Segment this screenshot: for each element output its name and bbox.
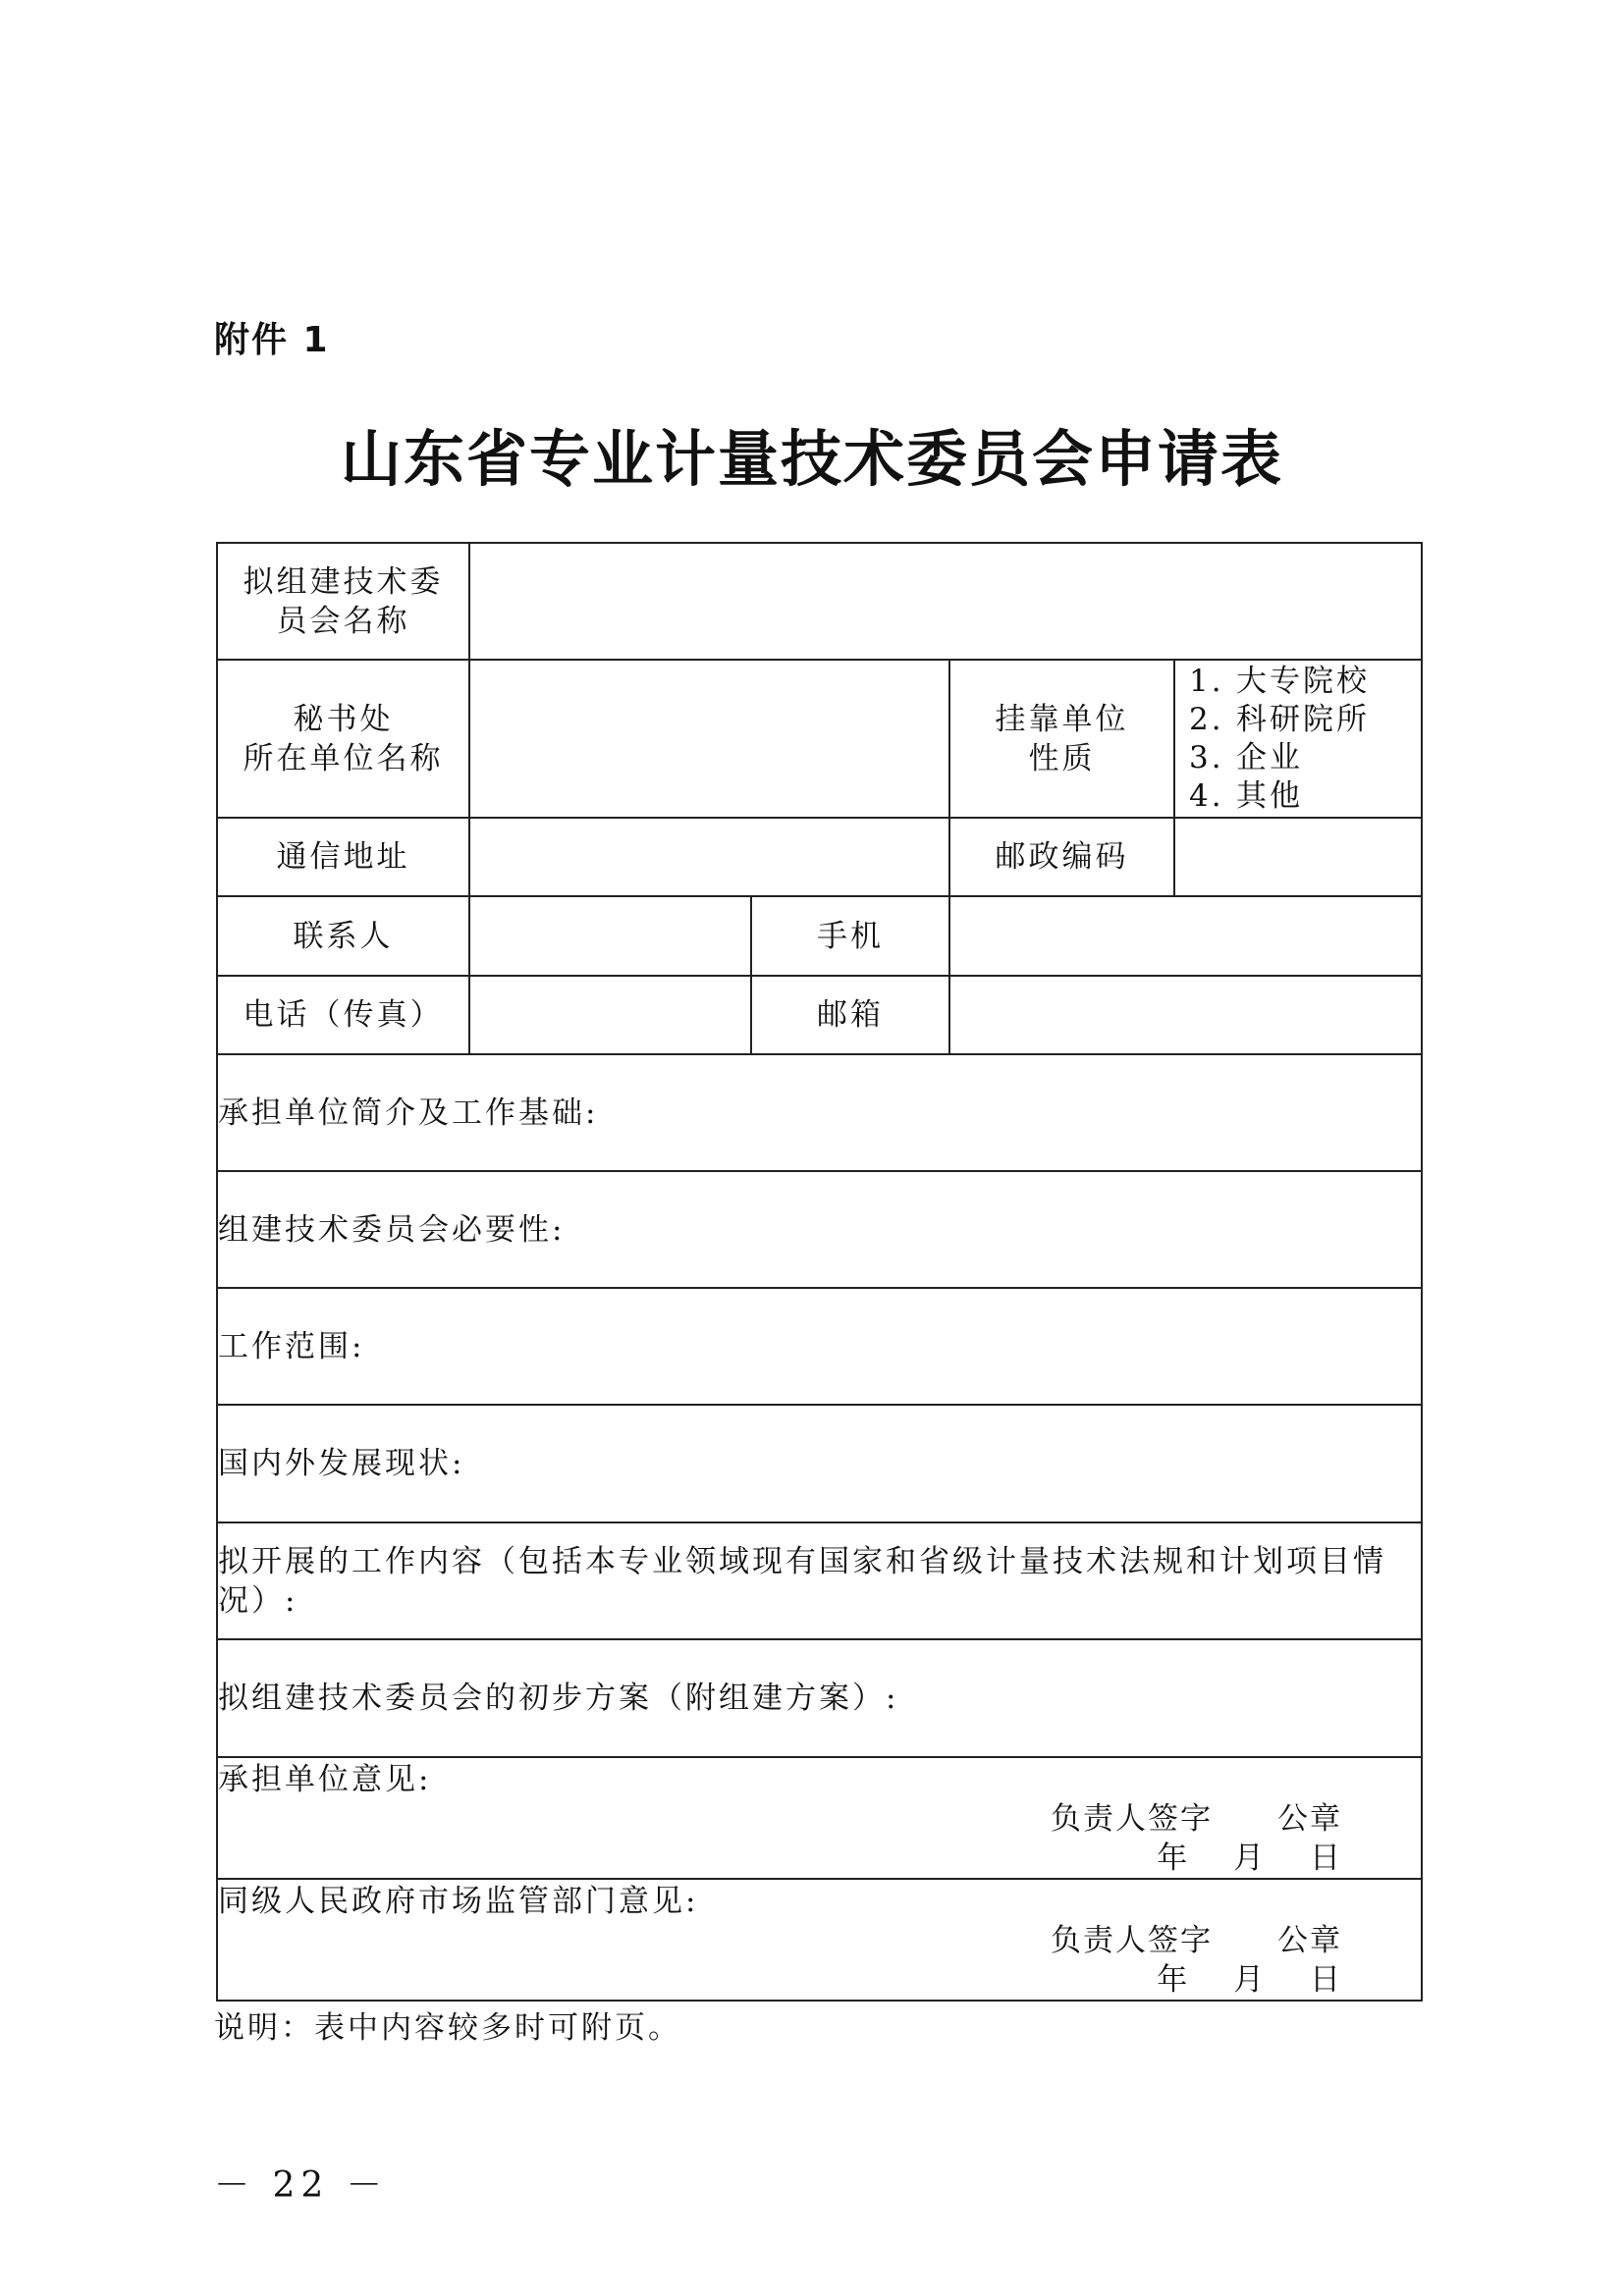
- section-label: 国内外发展现状:: [218, 1446, 465, 1481]
- date-line: 年 月 日: [1157, 1841, 1342, 1876]
- option-number: 2.: [1189, 701, 1224, 737]
- section-label: 拟开展的工作内容（包括本专业领域现有国家和省级计量技术法规和计划项目情况）:: [218, 1543, 1386, 1619]
- section-label: 承担单位简介及工作基础:: [218, 1095, 599, 1131]
- section-necessity[interactable]: [217, 1171, 1422, 1288]
- unit-nature-options: [1174, 660, 1422, 818]
- section-preliminary-plan[interactable]: [217, 1639, 1422, 1757]
- unit-nature-label-line1: 挂靠单位: [995, 701, 1129, 737]
- secretariat-label-line2: 所在单位名称: [243, 740, 444, 776]
- section-work-scope[interactable]: [217, 1288, 1422, 1405]
- page-number: － 22 －: [214, 2165, 388, 2206]
- secretariat-label-line1: 秘书处: [293, 701, 394, 737]
- option-text: 大专院校: [1236, 663, 1370, 699]
- unit-nature-option[interactable]: [1189, 777, 1421, 816]
- option-number: 3.: [1189, 739, 1224, 775]
- section-label: 拟组建技术委员会的初步方案（附组建方案）:: [218, 1681, 899, 1716]
- attachment-label: 附件 1: [214, 320, 330, 360]
- section-label: 工作范围:: [218, 1328, 365, 1364]
- page-title: 山东省专业计量技术委员会申请表: [340, 423, 1283, 495]
- section-development-status[interactable]: [217, 1405, 1422, 1522]
- unit-nature-option[interactable]: [1189, 739, 1421, 777]
- unit-nature-label-line2: 性质: [1028, 740, 1096, 776]
- option-number: 1.: [1189, 663, 1224, 699]
- section-label: 组建技术委员会必要性:: [218, 1211, 566, 1248]
- email-field[interactable]: [949, 976, 1422, 1054]
- committee-name-field[interactable]: [469, 543, 1422, 660]
- signature-line: 负责人签字 公章: [1051, 1923, 1342, 1958]
- option-number: 4.: [1189, 777, 1224, 814]
- footnote: 说明：表中内容较多时可附页。: [214, 2010, 681, 2046]
- option-text: 科研院所: [1236, 701, 1370, 737]
- section-planned-work[interactable]: [217, 1522, 1422, 1639]
- section-label: 同级人民政府市场监管部门意见:: [218, 1884, 699, 1919]
- committee-name-label: 拟组建技术委员会名称: [243, 563, 444, 639]
- phone-field[interactable]: [469, 976, 751, 1054]
- address-label: 通信地址: [217, 818, 469, 896]
- secretariat-label-cell: [217, 660, 469, 818]
- section-unit-opinion[interactable]: [217, 1757, 1422, 1879]
- postcode-label: 邮政编码: [949, 818, 1174, 896]
- phone-label: 电话（传真）: [217, 976, 469, 1054]
- email-label: 邮箱: [751, 976, 949, 1054]
- mobile-field[interactable]: [949, 896, 1422, 976]
- section-label: 承担单位意见:: [218, 1762, 432, 1797]
- date-line: 年 月 日: [1157, 1962, 1342, 1998]
- option-text: 其他: [1236, 777, 1303, 814]
- section-unit-intro[interactable]: [217, 1054, 1422, 1171]
- committee-name-label-cell: [217, 543, 469, 660]
- postcode-field[interactable]: [1174, 818, 1422, 896]
- unit-nature-label-cell: [949, 660, 1174, 818]
- contact-field[interactable]: [469, 896, 751, 976]
- unit-nature-option[interactable]: [1189, 663, 1421, 701]
- signature-line: 负责人签字 公章: [1051, 1801, 1342, 1837]
- contact-label: 联系人: [217, 896, 469, 976]
- mobile-label: 手机: [751, 896, 949, 976]
- unit-nature-option[interactable]: [1189, 701, 1421, 739]
- address-field[interactable]: [469, 818, 949, 896]
- option-text: 企业: [1236, 739, 1303, 775]
- section-gov-opinion[interactable]: [217, 1879, 1422, 2001]
- secretariat-unit-field[interactable]: [469, 660, 949, 818]
- application-form-table: [216, 542, 1423, 2002]
